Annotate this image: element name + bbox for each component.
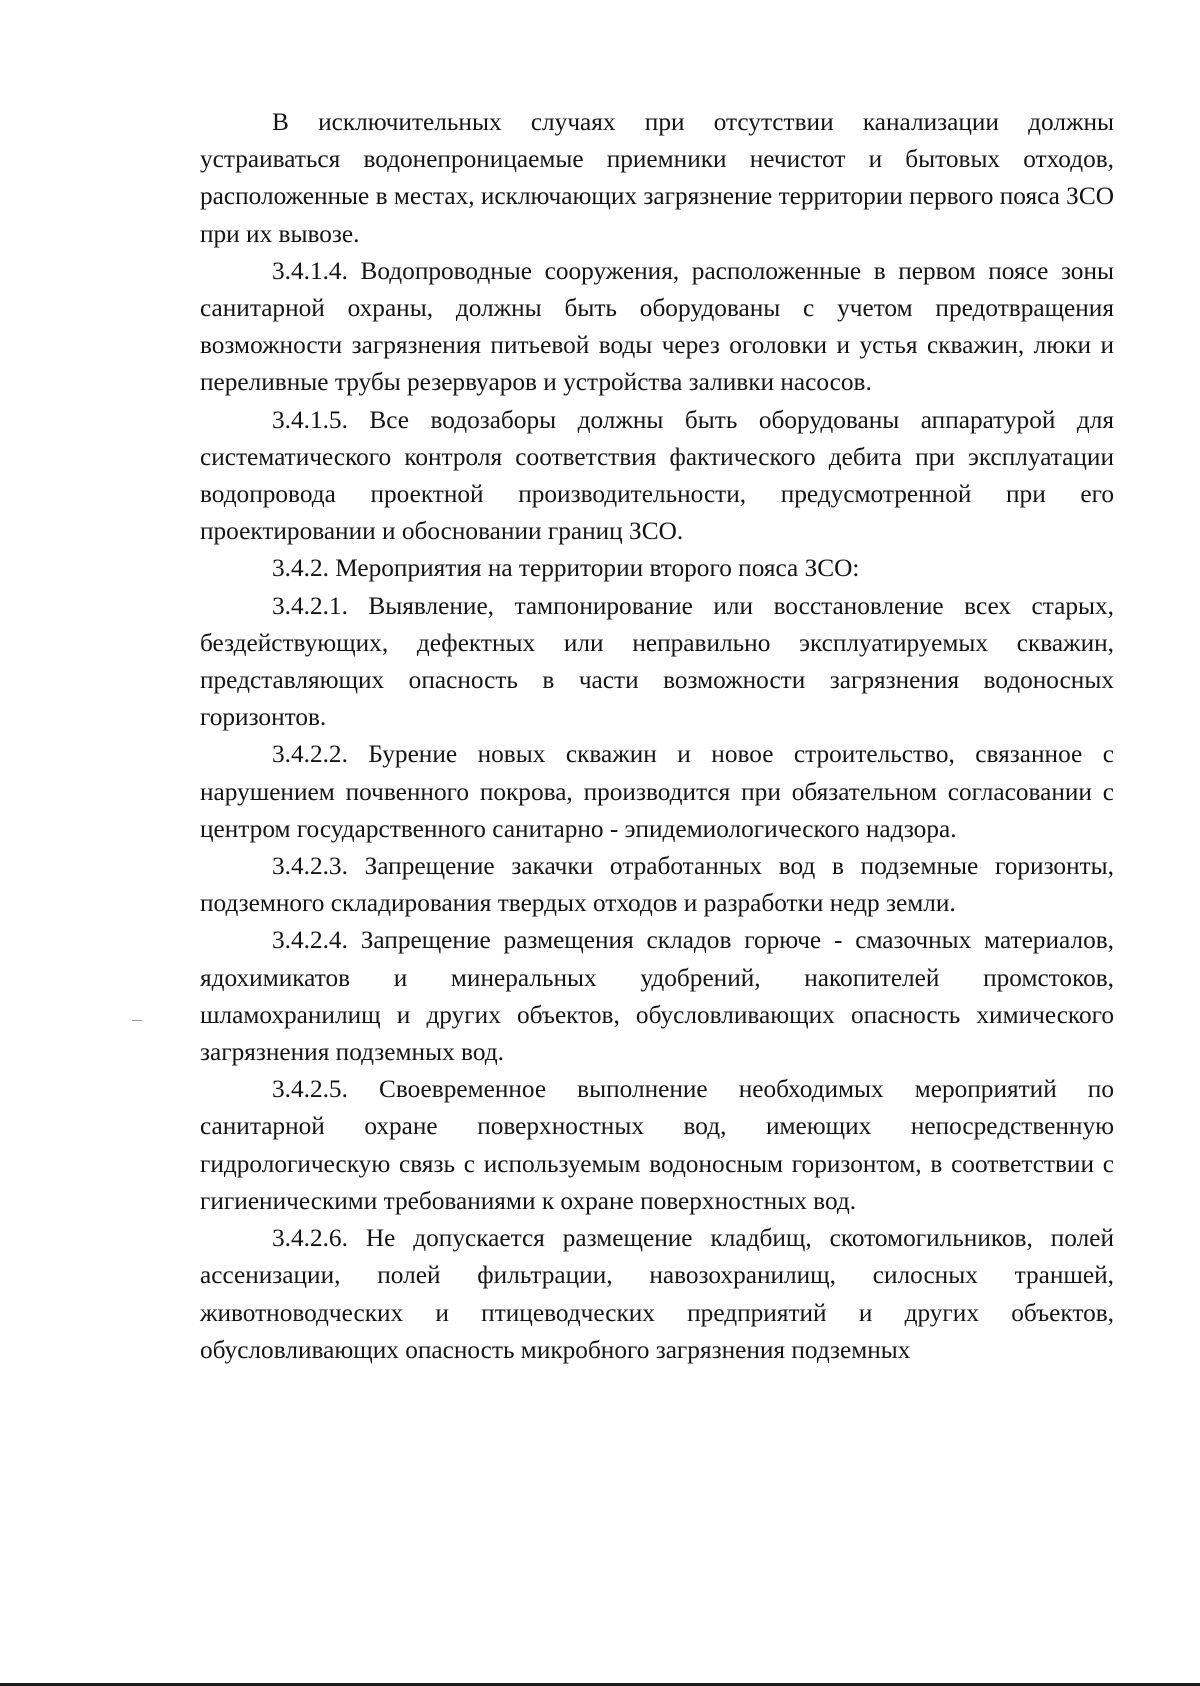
paragraph-3-4-1-5: 3.4.1.5. Все водозаборы должны быть оборудованы аппаратурой для систематического контроля соответствия фактического дебита при эксплуатации водопровода проектной производительности, предусмотренной при его проектировании и обосновании границ ЗСО. xyxy=(200,405,1114,546)
paragraph-3-4-2-2: 3.4.2.2. Бурение новых скважин и новое строительство, связанное с нарушением почвенного покрова, производится при обязательном согласовании с центром государственного санитарно - эпидемиологического надзора. xyxy=(200,740,1114,843)
paragraph-3-4-2-4: 3.4.2.4. Запрещение размещения складов горюче - смазочных материалов, ядохимикатов и минеральных удобрений, накопителей промстоков, шламохранилищ и других объектов, обусловливающих опасность химического загрязнения подземных вод. xyxy=(200,926,1114,1067)
paragraph-3-4-2-6: 3.4.2.6. Не допускается размещение кладбищ, скотомогильников, полей ассенизации, полей фильтрации, навозохранилищ, силосных траншей, животноводческих и птицеводческих предприятий и других объектов, обусловливающих опасность микробного загрязнения подземных xyxy=(200,1224,1114,1364)
paragraph-sewage-receivers: В исключительных случаях при отсутствии канализации должны устраиваться водонепроницаемые приемники нечистот и бытовых отходов, расположенные в местах, исключающих загрязнение территории первого пояса ЗСО при их вывозе. xyxy=(200,108,1114,248)
paragraph-3-4-2-3: 3.4.2.3. Запрещение закачки отработанных вод в подземные горизонты, подземного складирования твердых отходов и разработки недр земли. xyxy=(200,852,1114,918)
paragraph-3-4-1-4: 3.4.1.4. Водопроводные сооружения, расположенные в первом поясе зоны санитарной охраны, должны быть оборудованы с учетом предотвращения возможности загрязнения питьевой воды через оголовки и устья скважин, люки и переливные трубы резервуаров и устройства заливки насосов. xyxy=(200,256,1114,397)
paragraph-3-4-2-1: 3.4.2.1. Выявление, тампонирование или восстановление всех старых, бездействующих, дефектных или неправильно эксплуатируемых скважин, представляющих опасность в части возможности загрязнения водоносных горизонтов. xyxy=(200,591,1114,732)
paragraph-3-4-2-5: 3.4.2.5. Своевременное выполнение необходимых мероприятий по санитарной охране поверхностных вод, имеющих непосредственную гидрологическую связь с используемым водоносным горизонтом, в соответствии с гигиеническими требованиями к охране поверхностных вод. xyxy=(200,1075,1114,1215)
paragraph-3-4-2: 3.4.2. Мероприятия на территории второго пояса ЗСО: xyxy=(272,554,860,583)
document-body xyxy=(200,104,1114,1369)
scan-artifact-mark xyxy=(132,1020,142,1021)
